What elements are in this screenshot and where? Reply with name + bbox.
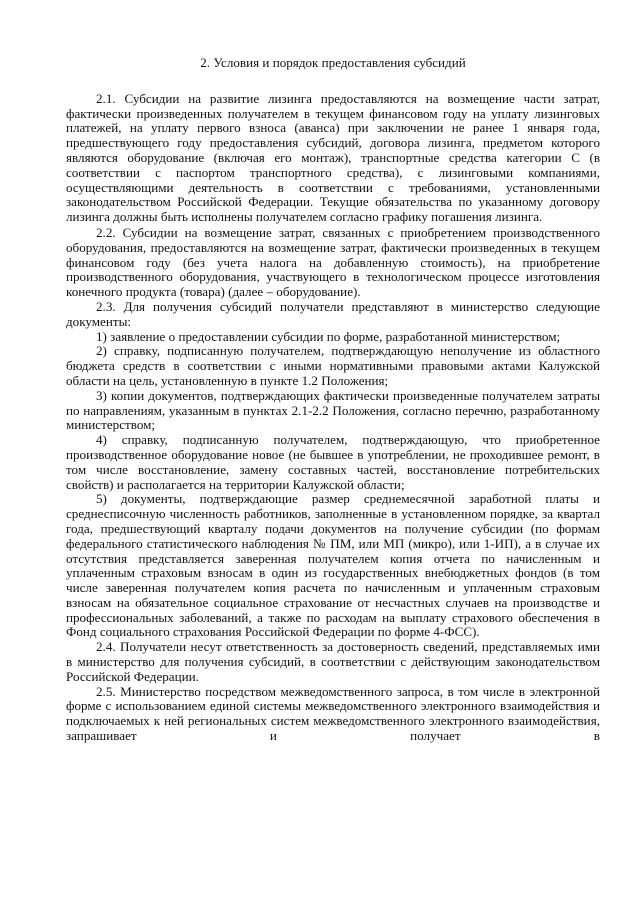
list-item-3: 3) копии документов, подтверждающих фактически произведенные получателем затраты по направлениям, указанным в пунктах 2.1-2.2 Положения, согласно перечню, разработанному министерством; [66,387,600,433]
paragraph-2-4: 2.4. Получатели несут ответственность за достоверность сведений, представляемых ими в министерство для получения субсидий, в соответствии с действующим законодательством Российской Федерации. [66,639,600,684]
paragraph-2-1: 2.1. Субсидии на развитие лизинга предоставляются на возмещение части затрат, фактически произведенных получателем в текущем финансовом году на уплату лизинговых платежей, на уплату первого взноса (аванса) при заключении не ранее 1 января года, предшествующего году предоставления субсидий, договора лизинга, предметом которого являются оборудование (включая его монтаж), транспортные средства категории С (в соответствии с паспортом транспортного средства), с лизинговыми компаниями, осуществляющими деятельность в соответствии с требованиями, установленными законодательством Российской Федерации. Текущие обязательства по указанному договору лизинга должны быть исполнены получателем согласно графику погашения лизинга. [66,90,600,225]
list-item-5: 5) документы, подтверждающие размер среднемесячной заработной платы и среднесписочную численность работников, заполненные в установленном порядке, за квартал года, предшествующий кварталу подачи документов на получение субсидии (по формам федерального статистического наблюдения № ПМ, или МП (микро), или 1-ИП), а в случае их отсутствия представляется заверенная получателем копия отчета по начисленным и уплаченным страховым взносам в один из государственных внебюджетных фондов (в том числе заверенная получателем копия расчета по начисленным и уплаченным страховым взносам на обязательное социальное страхование от несчастных случаев на производстве и профессиональных заболеваний, а также по расходам на выплату страхового обеспечения в Фонд социального страхования Российской Федерации по форме 4-ФСС). [66,491,600,640]
list-item-2: 2) справку, подписанную получателем, подтверждающую неполучение из областного бюджета средств в соответствии с иными нормативными правовыми актами Калужской области на цель, установленную в пункте 1.2 Положения; [66,343,600,388]
paragraph-2-5: 2.5. Министерство посредством межведомственного запроса, в том числе в электронной форме с использованием единой системы межведомственного электронного взаимодействия и подключаемых к ней региональных систем межведомственного электронного взаимодействия, запрашивает и получает в [66,683,600,744]
section-heading: 2. Условия и порядок предоставления субсидий [200,55,466,70]
list-item-1: 1) заявление о предоставлении субсидии по форме, разработанной министерством; [96,328,561,344]
paragraph-2-3: 2.3. Для получения субсидий получатели представляют в министерство следующие документы: [66,298,600,329]
list-item-4: 4) справку, подписанную получателем, подтверждающую, что приобретенное производственное оборудование новое (не бывшее в употреблении, не проходившее ремонт, в том числе восстановление, замену составных частей, восстановление потребительских свойств) и располагается на территории Калужской области; [66,432,600,492]
paragraph-2-2: 2.2. Субсидии на возмещение затрат, связанных с приобретением производственного оборудования, предоставляются на возмещение затрат, фактически произведенных в текущем финансовом году (без учета налога на добавленную стоимость), на приобретение производственного оборудования, участвующего в технологическом процессе изготовления конечного продукта (товара) (далее – оборудование). [66,224,600,300]
